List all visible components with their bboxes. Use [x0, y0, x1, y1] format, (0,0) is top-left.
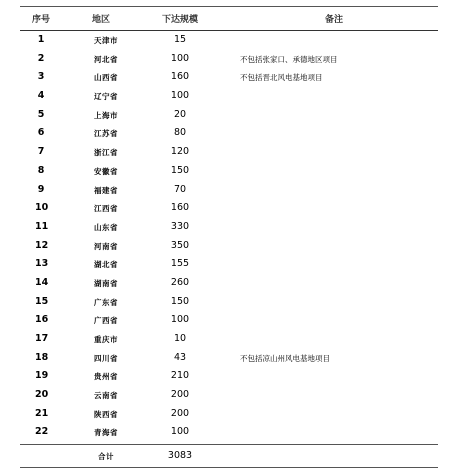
row-region: 天津市 [94, 36, 118, 45]
row-scale: 15 [173, 34, 187, 45]
row-region: 江苏省 [94, 129, 118, 139]
header-note: 备注 [325, 15, 344, 25]
row-number: 9 [37, 183, 45, 195]
row-scale: 160 [170, 71, 190, 83]
row-region: 河南省 [94, 241, 118, 251]
row-number: 13 [35, 258, 49, 270]
row-region: 安徽省 [94, 166, 118, 176]
row-number: 20 [35, 389, 49, 401]
row-scale: 100 [170, 90, 190, 102]
table-row [20, 237, 438, 256]
row-region: 云南省 [94, 391, 118, 401]
row-number: 2 [37, 52, 45, 64]
row-scale: 350 [170, 239, 190, 251]
row-scale: 43 [173, 351, 187, 363]
row-scale: 10 [173, 333, 187, 344]
row-scale: 330 [170, 220, 190, 232]
wind-power-quota-table [20, 6, 438, 468]
row-number: 10 [35, 202, 49, 214]
row-number: 4 [37, 90, 45, 102]
total-value: 3083 [167, 450, 193, 462]
table-row [20, 349, 438, 368]
row-scale: 160 [170, 202, 190, 214]
row-region: 四川省 [94, 353, 118, 363]
row-scale: 100 [170, 314, 190, 326]
row-number: 18 [35, 351, 49, 363]
row-region: 上海市 [94, 110, 118, 120]
table-body [20, 31, 438, 442]
table-row [20, 162, 438, 181]
row-region: 湖北省 [94, 260, 118, 270]
row-scale: 20 [173, 108, 187, 120]
row-scale: 120 [170, 146, 190, 158]
header-region: 地区 [92, 15, 111, 25]
row-region: 浙江省 [94, 148, 118, 158]
table-header [20, 6, 438, 31]
row-scale: 200 [170, 407, 190, 419]
row-note: 不包括张家口、承德地区项目 [240, 54, 338, 64]
row-scale: 100 [170, 52, 190, 64]
row-number: 21 [35, 407, 49, 419]
row-scale: 80 [173, 127, 187, 139]
table-row [20, 386, 438, 405]
row-scale: 200 [170, 389, 190, 401]
row-region: 陕西省 [94, 409, 118, 419]
row-note: 不包括凉山州风电基地项目 [240, 353, 330, 363]
row-region: 重庆市 [94, 335, 118, 344]
table-row [20, 68, 438, 87]
row-region: 湖南省 [94, 278, 118, 288]
table-row [20, 367, 438, 386]
row-number: 5 [37, 108, 45, 120]
table-row [20, 87, 438, 106]
row-region: 广东省 [94, 297, 118, 307]
row-scale: 150 [170, 295, 190, 307]
row-region: 辽宁省 [94, 92, 118, 102]
table-row [20, 218, 438, 237]
row-number: 15 [35, 295, 49, 307]
row-number: 14 [35, 276, 49, 288]
row-number: 3 [37, 71, 45, 83]
row-region: 福建省 [94, 185, 118, 195]
table-row [20, 311, 438, 330]
table-row [20, 199, 438, 218]
row-scale: 70 [173, 183, 187, 195]
header-scale: 下达规模 [162, 15, 199, 25]
row-scale: 155 [170, 258, 190, 270]
row-number: 1 [37, 34, 45, 45]
table-row [20, 330, 438, 349]
row-number: 17 [35, 333, 49, 344]
row-scale: 100 [170, 426, 190, 438]
table-row [20, 106, 438, 125]
row-number: 12 [35, 239, 49, 251]
row-region: 江西省 [94, 204, 118, 214]
row-number: 7 [37, 146, 45, 158]
total-row [20, 444, 438, 468]
row-region: 广西省 [94, 316, 118, 326]
table-row [20, 31, 438, 50]
row-number: 22 [35, 426, 49, 438]
row-region: 山西省 [94, 73, 118, 83]
table-row [20, 124, 438, 143]
row-region: 山东省 [94, 222, 118, 232]
row-scale: 210 [170, 370, 190, 382]
row-region: 河北省 [94, 54, 118, 64]
row-note: 不包括晋北风电基地项目 [240, 73, 323, 83]
row-region: 贵州省 [94, 372, 118, 382]
row-scale: 150 [170, 164, 190, 176]
row-region: 青海省 [94, 428, 118, 438]
table-row [20, 405, 438, 424]
row-number: 16 [35, 314, 49, 326]
table-row [20, 423, 438, 442]
table-row [20, 143, 438, 162]
table-row [20, 181, 438, 200]
row-number: 11 [35, 220, 49, 232]
row-number: 8 [37, 164, 45, 176]
table-row [20, 255, 438, 274]
total-label: 合计 [98, 452, 114, 462]
row-number: 19 [35, 370, 49, 382]
row-number: 6 [37, 127, 45, 139]
header-no: 序号 [32, 15, 51, 25]
table-row [20, 274, 438, 293]
row-scale: 260 [170, 276, 190, 288]
table-row [20, 293, 438, 312]
table-row [20, 50, 438, 69]
